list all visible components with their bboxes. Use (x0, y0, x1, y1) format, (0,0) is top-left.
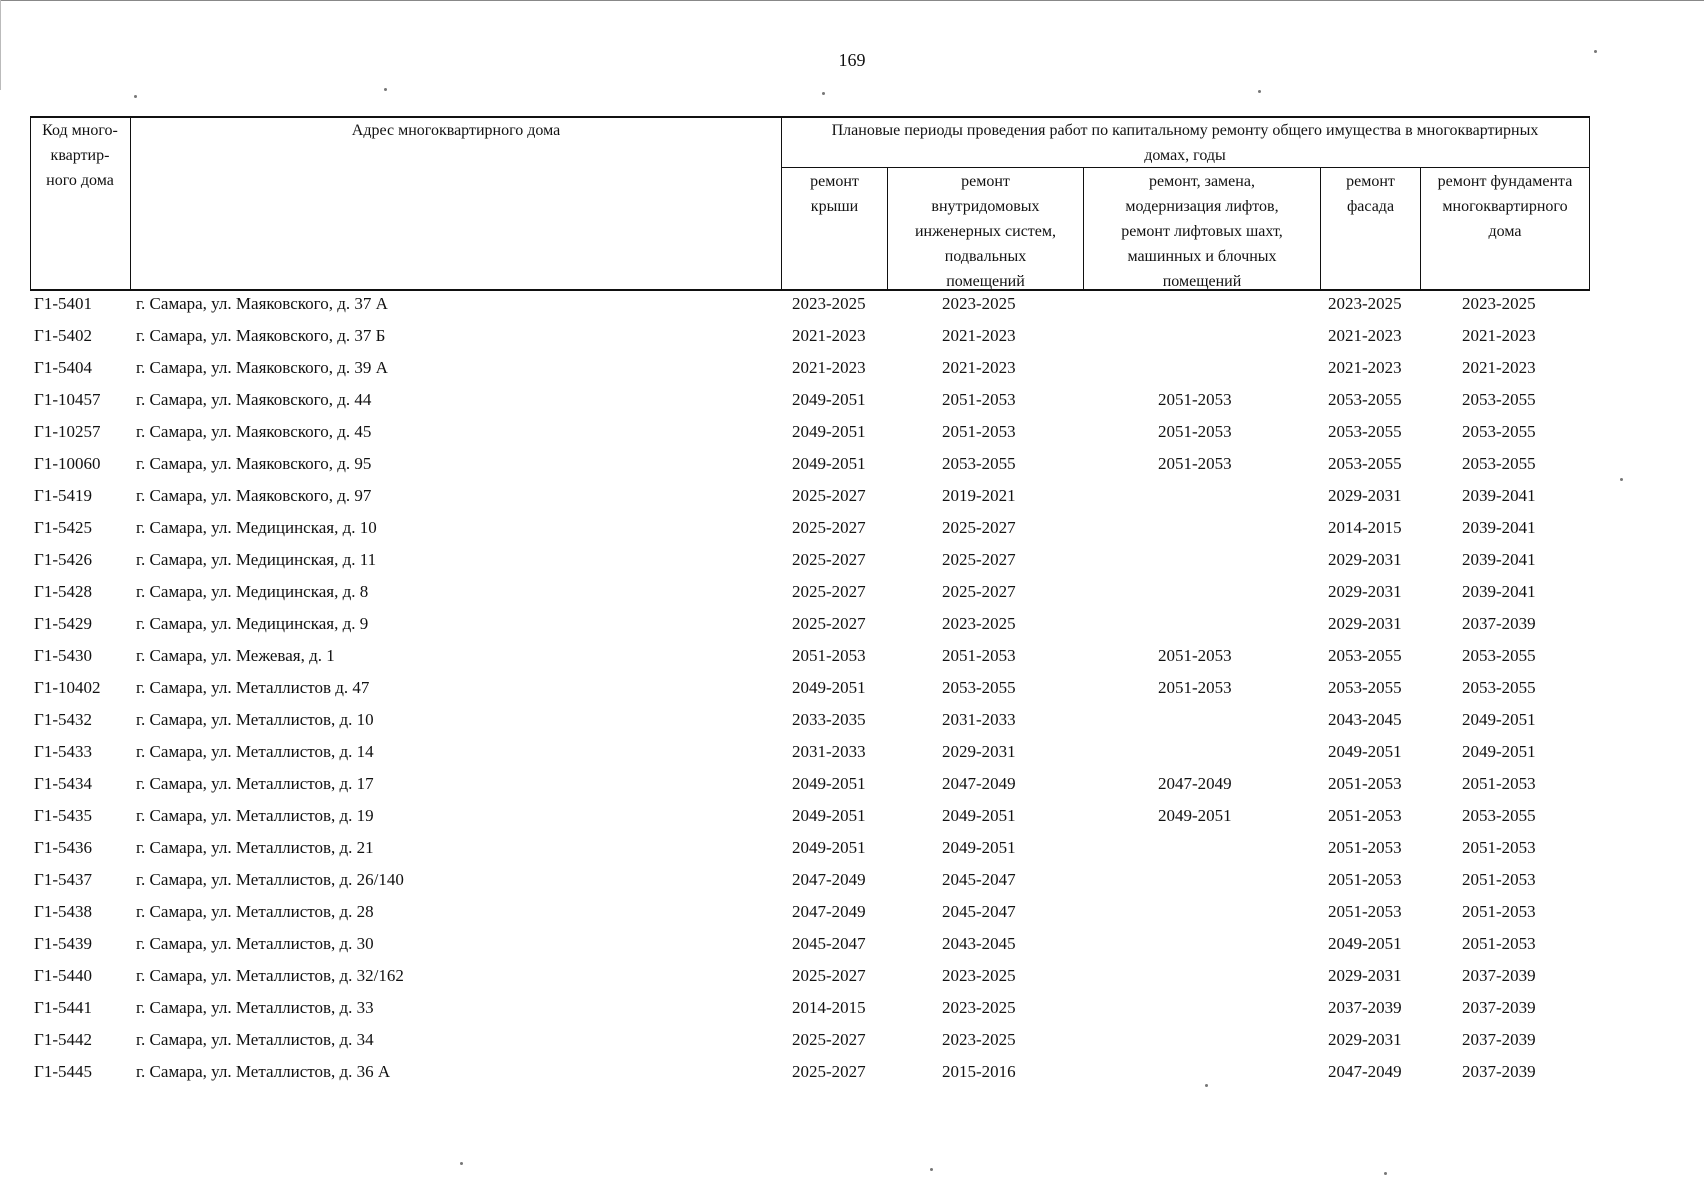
cell-facade: 2021-2023 (1328, 358, 1402, 377)
cell-systems: 2051-2053 (942, 390, 1016, 409)
scan-speck (460, 1162, 463, 1165)
cell-systems: 2049-2051 (942, 838, 1016, 857)
table-row (0, 448, 1704, 480)
cell-systems: 2045-2047 (942, 870, 1016, 889)
table-row (0, 672, 1704, 704)
table-row (0, 768, 1704, 800)
table-row (0, 1056, 1704, 1088)
cell-address: г. Самара, ул. Металлистов, д. 21 (136, 838, 374, 857)
cell-foundation: 2051-2053 (1462, 934, 1536, 953)
cell-foundation: 2039-2041 (1462, 486, 1536, 505)
cell-roof: 2025-2027 (792, 1030, 866, 1049)
cell-address: г. Самара, ул. Маяковского, д. 37 Б (136, 326, 386, 345)
cell-lifts: 2051-2053 (1158, 454, 1232, 473)
cell-roof: 2021-2023 (792, 358, 866, 377)
cell-facade: 2051-2053 (1328, 902, 1402, 921)
table-row (0, 416, 1704, 448)
scan-speck (384, 88, 387, 91)
cell-code: Г1-5401 (34, 294, 92, 313)
cell-roof: 2047-2049 (792, 902, 866, 921)
cell-facade: 2051-2053 (1328, 774, 1402, 793)
cell-address: г. Самара, ул. Металлистов д. 47 (136, 678, 370, 697)
header-foundation: ремонт фундамента многоквартирного дома (1437, 173, 1573, 240)
cell-foundation: 2023-2025 (1462, 294, 1536, 313)
cell-foundation: 2051-2053 (1462, 774, 1536, 793)
table-row (0, 544, 1704, 576)
cell-lifts: 2051-2053 (1158, 422, 1232, 441)
cell-code: Г1-5428 (34, 582, 92, 601)
cell-systems: 2049-2051 (942, 806, 1016, 825)
cell-code: Г1-5441 (34, 998, 92, 1017)
cell-foundation: 2039-2041 (1462, 550, 1536, 569)
cell-facade: 2053-2055 (1328, 646, 1402, 665)
cell-code: Г1-5438 (34, 902, 92, 921)
cell-foundation: 2037-2039 (1462, 1030, 1536, 1049)
cell-roof: 2049-2051 (792, 390, 866, 409)
cell-systems: 2023-2025 (942, 998, 1016, 1017)
table-row (0, 288, 1704, 320)
cell-roof: 2049-2051 (792, 678, 866, 697)
table-row (0, 576, 1704, 608)
cell-foundation: 2053-2055 (1462, 390, 1536, 409)
cell-systems: 2023-2025 (942, 966, 1016, 985)
scan-speck (1258, 90, 1261, 93)
cell-facade: 2053-2055 (1328, 454, 1402, 473)
cell-address: г. Самара, ул. Металлистов, д. 10 (136, 710, 374, 729)
cell-facade: 2043-2045 (1328, 710, 1402, 729)
cell-foundation: 2053-2055 (1462, 646, 1536, 665)
header-code: Код много- квартир- ного дома (42, 122, 118, 189)
cell-roof: 2049-2051 (792, 422, 866, 441)
table-row (0, 704, 1704, 736)
cell-code: Г1-10257 (34, 422, 101, 441)
cell-facade: 2029-2031 (1328, 550, 1402, 569)
cell-roof: 2023-2025 (792, 294, 866, 313)
cell-code: Г1-10402 (34, 678, 101, 697)
cell-foundation: 2021-2023 (1462, 326, 1536, 345)
cell-facade: 2029-2031 (1328, 582, 1402, 601)
cell-foundation: 2039-2041 (1462, 582, 1536, 601)
cell-roof: 2025-2027 (792, 1062, 866, 1081)
cell-address: г. Самара, ул. Маяковского, д. 39 А (136, 358, 388, 377)
table-row (0, 320, 1704, 352)
cell-lifts: 2049-2051 (1158, 806, 1232, 825)
cell-systems: 2019-2021 (942, 486, 1016, 505)
cell-foundation: 2051-2053 (1462, 838, 1536, 857)
cell-address: г. Самара, ул. Маяковского, д. 37 А (136, 294, 388, 313)
cell-systems: 2025-2027 (942, 582, 1016, 601)
header-border (1589, 116, 1590, 290)
header-address: Адрес многоквартирного дома (351, 122, 561, 139)
cell-systems: 2025-2027 (942, 550, 1016, 569)
table-row (0, 1024, 1704, 1056)
cell-address: г. Самара, ул. Металлистов, д. 19 (136, 806, 374, 825)
cell-address: г. Самара, ул. Металлистов, д. 14 (136, 742, 374, 761)
cell-code: Г1-5402 (34, 326, 92, 345)
cell-systems: 2023-2025 (942, 1030, 1016, 1049)
cell-lifts: 2051-2053 (1158, 646, 1232, 665)
cell-code: Г1-5419 (34, 486, 92, 505)
table-row (0, 384, 1704, 416)
cell-systems: 2021-2023 (942, 358, 1016, 377)
cell-facade: 2051-2053 (1328, 806, 1402, 825)
table-row (0, 864, 1704, 896)
cell-code: Г1-10457 (34, 390, 101, 409)
cell-foundation: 2021-2023 (1462, 358, 1536, 377)
cell-facade: 2053-2055 (1328, 390, 1402, 409)
cell-code: Г1-5429 (34, 614, 92, 633)
cell-roof: 2025-2027 (792, 582, 866, 601)
cell-address: г. Самара, ул. Медицинская, д. 10 (136, 518, 377, 537)
header-facade: ремонт фасада (1346, 173, 1395, 215)
cell-systems: 2045-2047 (942, 902, 1016, 921)
cell-address: г. Самара, ул. Межевая, д. 1 (136, 646, 335, 665)
cell-foundation: 2049-2051 (1462, 742, 1536, 761)
cell-systems: 2025-2027 (942, 518, 1016, 537)
cell-roof: 2031-2033 (792, 742, 866, 761)
cell-facade: 2049-2051 (1328, 934, 1402, 953)
table-row (0, 640, 1704, 672)
header-periods: Плановые периоды проведения работ по капитальному ремонту общего имущества в многоквартирных домах, годы (831, 122, 1539, 164)
cell-roof: 2033-2035 (792, 710, 866, 729)
cell-address: г. Самара, ул. Металлистов, д. 33 (136, 998, 374, 1017)
cell-facade: 2053-2055 (1328, 422, 1402, 441)
cell-systems: 2051-2053 (942, 646, 1016, 665)
cell-address: г. Самара, ул. Металлистов, д. 28 (136, 902, 374, 921)
cell-foundation: 2053-2055 (1462, 806, 1536, 825)
cell-roof: 2025-2027 (792, 966, 866, 985)
cell-systems: 2051-2053 (942, 422, 1016, 441)
cell-address: г. Самара, ул. Маяковского, д. 97 (136, 486, 372, 505)
table-row (0, 480, 1704, 512)
cell-lifts: 2047-2049 (1158, 774, 1232, 793)
cell-foundation: 2039-2041 (1462, 518, 1536, 537)
cell-foundation: 2049-2051 (1462, 710, 1536, 729)
scan-speck (134, 95, 137, 98)
cell-code: Г1-5439 (34, 934, 92, 953)
cell-address: г. Самара, ул. Медицинская, д. 11 (136, 550, 377, 569)
cell-foundation: 2037-2039 (1462, 1062, 1536, 1081)
cell-roof: 2049-2051 (792, 806, 866, 825)
cell-roof: 2025-2027 (792, 550, 866, 569)
cell-systems: 2031-2033 (942, 710, 1016, 729)
table-row (0, 928, 1704, 960)
header-lifts: ремонт, замена, модернизация лифтов, ремонт лифтовых шахт, машинных и блочных помещений (1121, 173, 1283, 290)
cell-foundation: 2053-2055 (1462, 422, 1536, 441)
table-row (0, 800, 1704, 832)
cell-roof: 2047-2049 (792, 870, 866, 889)
cell-facade: 2047-2049 (1328, 1062, 1402, 1081)
cell-lifts: 2051-2053 (1158, 678, 1232, 697)
cell-code: Г1-5437 (34, 870, 92, 889)
cell-systems: 2023-2025 (942, 294, 1016, 313)
cell-roof: 2014-2015 (792, 998, 866, 1017)
cell-foundation: 2037-2039 (1462, 614, 1536, 633)
cell-facade: 2029-2031 (1328, 966, 1402, 985)
cell-roof: 2049-2051 (792, 454, 866, 473)
cell-facade: 2029-2031 (1328, 1030, 1402, 1049)
cell-roof: 2045-2047 (792, 934, 866, 953)
cell-address: г. Самара, ул. Маяковского, д. 44 (136, 390, 372, 409)
cell-address: г. Самара, ул. Металлистов, д. 32/162 (136, 966, 404, 985)
cell-systems: 2053-2055 (942, 678, 1016, 697)
cell-roof: 2049-2051 (792, 838, 866, 857)
cell-facade: 2037-2039 (1328, 998, 1402, 1017)
table-row (0, 960, 1704, 992)
cell-address: г. Самара, ул. Маяковского, д. 45 (136, 422, 372, 441)
cell-roof: 2025-2027 (792, 486, 866, 505)
cell-facade: 2021-2023 (1328, 326, 1402, 345)
cell-code: Г1-5432 (34, 710, 92, 729)
cell-address: г. Самара, ул. Металлистов, д. 36 А (136, 1062, 391, 1081)
cell-systems: 2047-2049 (942, 774, 1016, 793)
cell-address: г. Самара, ул. Металлистов, д. 17 (136, 774, 374, 793)
page-number: 169 (838, 50, 866, 70)
cell-foundation: 2053-2055 (1462, 454, 1536, 473)
cell-facade: 2049-2051 (1328, 742, 1402, 761)
cell-code: Г1-5426 (34, 550, 92, 569)
cell-roof: 2025-2027 (792, 518, 866, 537)
cell-systems: 2053-2055 (942, 454, 1016, 473)
cell-facade: 2051-2053 (1328, 838, 1402, 857)
table-row (0, 352, 1704, 384)
cell-systems: 2029-2031 (942, 742, 1016, 761)
scan-speck (1384, 1172, 1387, 1175)
cell-foundation: 2037-2039 (1462, 966, 1536, 985)
cell-facade: 2014-2015 (1328, 518, 1402, 537)
cell-address: г. Самара, ул. Металлистов, д. 34 (136, 1030, 374, 1049)
cell-systems: 2015-2016 (942, 1062, 1016, 1081)
cell-foundation: 2037-2039 (1462, 998, 1536, 1017)
cell-code: Г1-5404 (34, 358, 92, 377)
cell-facade: 2023-2025 (1328, 294, 1402, 313)
cell-facade: 2029-2031 (1328, 614, 1402, 633)
table-row (0, 896, 1704, 928)
table-row (0, 832, 1704, 864)
cell-code: Г1-5445 (34, 1062, 92, 1081)
cell-lifts: 2051-2053 (1158, 390, 1232, 409)
cell-foundation: 2051-2053 (1462, 902, 1536, 921)
cell-facade: 2029-2031 (1328, 486, 1402, 505)
cell-code: Г1-5435 (34, 806, 92, 825)
cell-roof: 2049-2051 (792, 774, 866, 793)
cell-systems: 2043-2045 (942, 934, 1016, 953)
cell-address: г. Самара, ул. Металлистов, д. 30 (136, 934, 374, 953)
cell-foundation: 2051-2053 (1462, 870, 1536, 889)
cell-roof: 2051-2053 (792, 646, 866, 665)
cell-address: г. Самара, ул. Маяковского, д. 95 (136, 454, 372, 473)
header-systems: ремонт внутридомовых инженерных систем, подвальных помещений (914, 173, 1057, 290)
cell-code: Г1-5433 (34, 742, 92, 761)
cell-roof: 2025-2027 (792, 614, 866, 633)
cell-roof: 2021-2023 (792, 326, 866, 345)
cell-systems: 2023-2025 (942, 614, 1016, 633)
cell-code: Г1-5436 (34, 838, 92, 857)
cell-code: Г1-10060 (34, 454, 101, 473)
cell-code: Г1-5425 (34, 518, 92, 537)
cell-code: Г1-5442 (34, 1030, 92, 1049)
scan-edge-line (0, 0, 1, 90)
table-row (0, 992, 1704, 1024)
cell-address: г. Самара, ул. Металлистов, д. 26/140 (136, 870, 404, 889)
cell-address: г. Самара, ул. Медицинская, д. 9 (136, 614, 369, 633)
table-row (0, 512, 1704, 544)
header-roof: ремонт крыши (810, 173, 859, 215)
cell-code: Г1-5430 (34, 646, 92, 665)
table-row (0, 736, 1704, 768)
cell-code: Г1-5434 (34, 774, 92, 793)
cell-foundation: 2053-2055 (1462, 678, 1536, 697)
cell-facade: 2053-2055 (1328, 678, 1402, 697)
scan-speck (822, 92, 825, 95)
cell-address: г. Самара, ул. Медицинская, д. 8 (136, 582, 369, 601)
cell-systems: 2021-2023 (942, 326, 1016, 345)
scan-edge-line (0, 0, 1704, 1)
scan-speck (930, 1168, 933, 1171)
cell-code: Г1-5440 (34, 966, 92, 985)
cell-facade: 2051-2053 (1328, 870, 1402, 889)
table-row (0, 608, 1704, 640)
